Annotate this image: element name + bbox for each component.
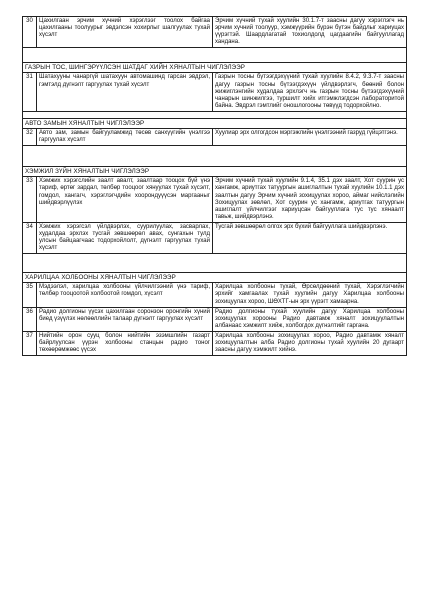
- section-header-row: [23, 167, 407, 177]
- resolution-cell: Харилцаа холбооны зохицуулах хороо, Радио давтамж хяналт зохицуулалтын алба Радио долгионы тухай хуулийн 20 дугаарт заасны дагуу хэмжилт хийнэ.: [213, 331, 407, 355]
- table-row: [23, 129, 407, 146]
- section-header-row: [23, 63, 407, 73]
- spacer-row: [23, 111, 407, 118]
- section-header-row: [23, 273, 407, 283]
- row-number: 34: [23, 222, 37, 253]
- regulation-table: [22, 16, 407, 356]
- request-cell: Мэдээлэл, харилцаа холбооны үйлчилгээний үнэ тариф, төлбөр тооцоотой холбоотой гомдол, хүсэлт: [37, 283, 213, 307]
- spacer-row: [23, 254, 407, 273]
- resolution-cell: Хуулиар эрх олгогдсон мэргэжлийн үнэлгээний газруд гүйцэтгэнэ.: [213, 129, 407, 146]
- resolution-cell: Газрын тосны бүтээгдэхүүний тухай хуулийн 8.4.2, 9.3.7-т заасны дагуу газрын тосны бүтээгдэхүүн үйлдвэрлэгч, бөөний болон жижиглэнгийн худалдаа эрхлэгч нь газрын тосны бүтээгдэхүүний чанарын шинжилгээ, туршилт хийх итгэмжлэгдсэн лабораторитой байна. Эвдрэл гэмтлийг онош​логооны төвүүд тодорхойлно.: [213, 73, 407, 111]
- table-row: [23, 73, 407, 111]
- section-title: ГАЗРЫН ТОС, ШИНГЭРҮҮЛСЭН ШАТДАГ ХИЙН ХЯНАЛТЫН ЧИГЛЭЛЭЭР: [23, 63, 407, 73]
- request-cell: Цахилгаан эрчим хүчний хэрэглээг тоолох байгаа цахилгааны тоолуурыг эвдэлсэн хохирлыг шалгуулах тухай хүсэлт: [37, 17, 213, 48]
- row-number: 32: [23, 129, 37, 146]
- request-cell: Радио долгионы үүсэх цахилгаан соронзон оронгийн хүний биед үзүүлэх нөлөөллийн талаар дүгнэлт гаргуулах хүсэлт: [37, 307, 213, 331]
- request-cell: Хэмжих хэрэгсэл үйлдвэрлэх, суурилуулах, засварлах, худалдаа эрхлэх тусгай зөвшөөрөл авах, сунгахын тулд улсын байцаагчаас тодорхойлолт, дүгнэлт гаргуулах тухай хүсэлт: [37, 222, 213, 253]
- row-number: 37: [23, 331, 37, 355]
- table-row: [23, 307, 407, 331]
- table-row: [23, 177, 407, 223]
- section-title: ХАРИЛЦАА ХОЛБООНЫ ХЯНАЛТЫН ЧИГЛЭЛЭЭР: [23, 273, 407, 283]
- section-title: АВТО ЗАМЫН ХЯНАЛТЫН ЧИГЛЭЛЭЭР: [23, 118, 407, 128]
- section-title: ХЭМЖИЛ ЗҮЙН ХЯНАЛТЫН ЧИГЛЭЛЭЭР: [23, 167, 407, 177]
- row-number: 33: [23, 177, 37, 223]
- request-cell: Нийтийн орон сууц болон нийтийн эзэмшлийн газарт байрлуулсан үүрэн холбооны станцын радио тоног төхөөрөмжөөс үүсэх: [37, 331, 213, 355]
- document-page: [22, 16, 406, 356]
- table-row: [23, 222, 407, 253]
- row-number: 36: [23, 307, 37, 331]
- resolution-cell: Радио долгионы тухай хуулийн дагуу Харилцаа холбооны зохицуулах хорооны Радио давтамж хяналт зохицуулалтын албанаас хэмжилт хийж, холбогдох дүгнэлтийг гаргана.: [213, 307, 407, 331]
- row-number: 31: [23, 73, 37, 111]
- resolution-cell: Эрчим хүчний тухай хуулийн 9.1.4, 35.1 дэх заалт, Хот суурин ус хангамж, ариутгах татуургын ашиглалтын тухай хуулийн 10.1.1 дэх заалтын дагуу Эрчим хүчний зохицуулах хороо, аймаг нийслэлийн Зохицуулах зөвлөл, Хот суурин ус хангамж, ариутгах татуургын ашиглалт үйлчилгээг хариуцсан байгууллага тус тус хянаалт тавьж, шийдвэрлэнэ.: [213, 177, 407, 223]
- request-cell: Хэмжих хэрэгслийн заалт авалт, заалтаар тооцох бүй үнэ тариф, өртөг зардал, төлбөр тооцоог хянуулах тухай хүсэлт, гомдол, хангагч, хэрэглэгчдийн хоорондуүүсэн маргааныг шийдвэрлүүлэх: [37, 177, 213, 223]
- resolution-cell: Эрчим хүчний тухай хуулийн 30.1.7-т заасны дагуу хэрэглэгч нь эрчим хүчний тоолуур, хэмжүүрийн бүрэн бүтэн байдлыг хариуцах үүрэгтэй. Шаардлагатай тохиолдолд цагдаагийн байгууллагад хандана.: [213, 17, 407, 48]
- row-number: 35: [23, 283, 37, 307]
- resolution-cell: Тусгай зөвшөөрөл олгох эрх бүхий байгууллага шийдвэрлэнэ.: [213, 222, 407, 253]
- table-row: [23, 331, 407, 355]
- table-row: [23, 17, 407, 48]
- request-cell: Шатахууны чанаргүй шатахуун автомашинд гарсан эвдрэл, гэмтэлд дүгнэлт гаргуулах тухай хүсэлт: [37, 73, 213, 111]
- resolution-cell: Харилцаа холбооны тухай, Өрсөлдөөний тухай, Хэрэглэгчийн эрхийг хамгаалах тухай хуулийн дагуу Харилцаа холбооны зохицуулах хороо, ШӨХТГ-ын эрх үүрэгт хамаарна.: [213, 283, 407, 307]
- spacer-row: [23, 48, 407, 63]
- row-number: 30: [23, 17, 37, 48]
- request-cell: Авто зам, замын байгууламжид төсөв санхүүгийн үнэлгээ гаргуулах хүсэлт: [37, 129, 213, 146]
- spacer-row: [23, 146, 407, 167]
- section-header-row: [23, 118, 407, 128]
- table-row: [23, 283, 407, 307]
